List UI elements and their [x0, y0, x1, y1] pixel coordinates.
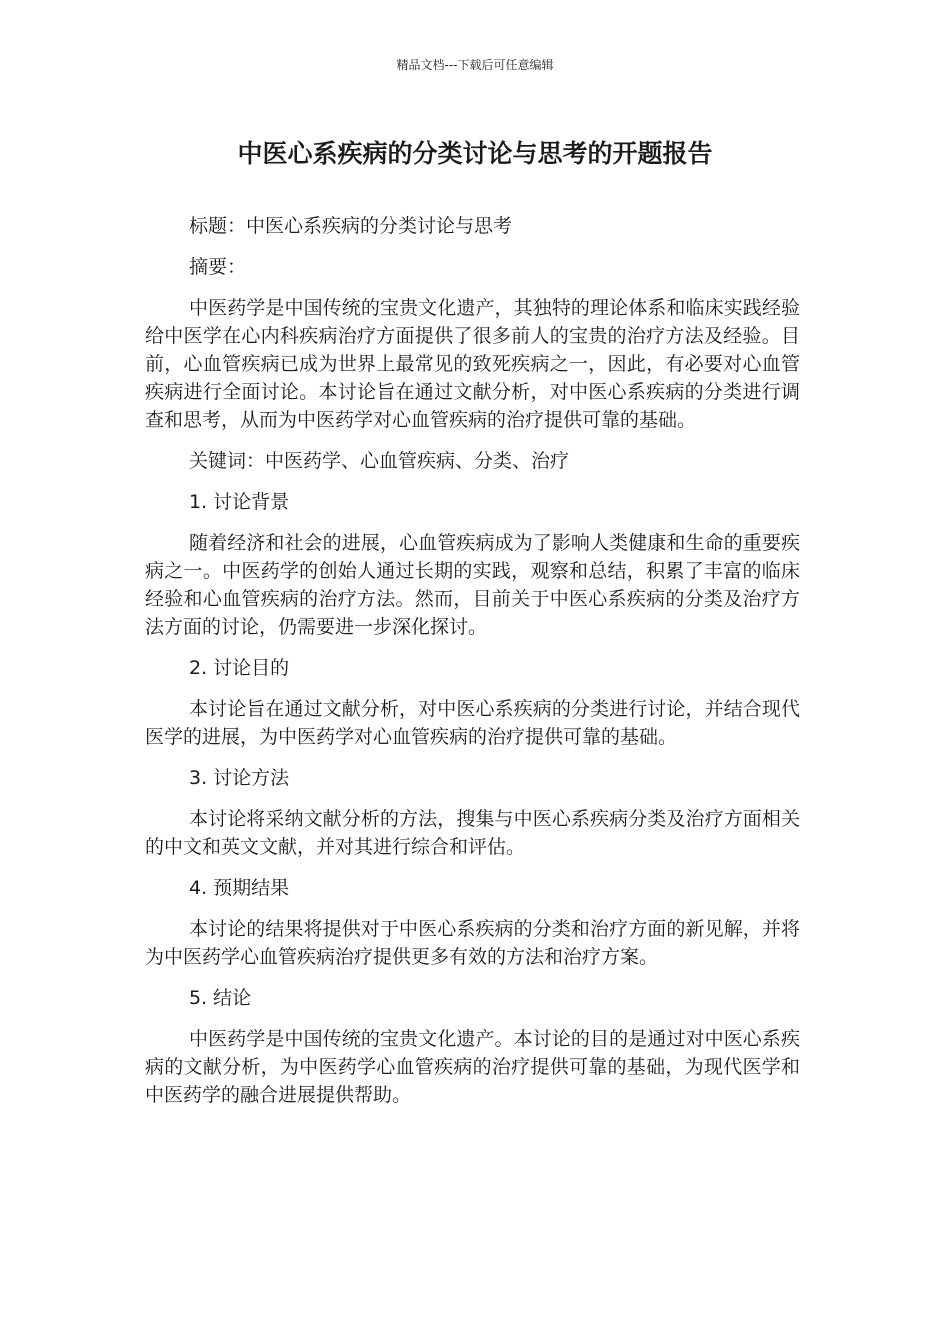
header-note: 精品文档---下载后可任意编辑 — [396, 58, 554, 72]
document-title: 中医心系疾病的分类讨论与思考的开题报告 — [237, 139, 713, 168]
document-body — [145, 212, 800, 1122]
section-body-method: 本讨论将采纳文献分析的方法，搜集与中医心系疾病分类及治疗方面相关的中文和英文文献，并对其进行综合和评估。 — [145, 808, 800, 858]
section-body-expected-results: 本讨论的结果将提供对于中医心系疾病的分类和治疗方面的新见解，并将为中医药学心血管疾病治疗提供更多有效的方法和治疗方案。 — [145, 918, 800, 968]
section-heading-method: 3. 讨论方法 — [189, 767, 290, 789]
keywords-line: 关键词：中医药学、心血管疾病、分类、治疗 — [189, 450, 570, 472]
section-heading-background: 1. 讨论背景 — [189, 491, 290, 513]
section-body-conclusion: 中医药学是中国传统的宝贵文化遗产。本讨论的目的是通过对中医心系疾病的文献分析，为中医药学心血管疾病的治疗提供可靠的基础，为现代医学和中医药学的融合进展提供帮助。 — [145, 1028, 800, 1106]
section-heading-purpose: 2. 讨论目的 — [189, 657, 290, 679]
subject-line: 标题：中医心系疾病的分类讨论与思考 — [189, 215, 513, 237]
abstract-label: 摘要： — [189, 256, 247, 278]
abstract-text: 中医药学是中国传统的宝贵文化遗产，其独特的理论体系和临床实践经验给中医学在心内科疾病治疗方面提供了很多前人的宝贵的治疗方法及经验。目前，心血管疾病已成为世界上最常见的致死疾病之一，因此，有必要对心血管疾病进行全面讨论。本讨论旨在通过文献分析，对中医心系疾病的分类进行调查和思考，从而为中医药学对心血管疾病的治疗提供可靠的基础。 — [145, 297, 800, 431]
section-heading-conclusion: 5. 结论 — [189, 987, 252, 1009]
section-heading-expected-results: 4. 预期结果 — [189, 877, 290, 899]
section-body-purpose: 本讨论旨在通过文献分析，对中医心系疾病的分类进行讨论，并结合现代医学的进展，为中医药学对心血管疾病的治疗提供可靠的基础。 — [145, 698, 800, 748]
section-body-background: 随着经济和社会的进展，心血管疾病成为了影响人类健康和生命的重要疾病之一。中医药学的创始人通过长期的实践，观察和总结，积累了丰富的临床经验和心血管疾病的治疗方法。然而，目前关于中医心系疾病的分类及治疗方法方面的讨论，仍需要进一步深化探讨。 — [145, 532, 800, 638]
